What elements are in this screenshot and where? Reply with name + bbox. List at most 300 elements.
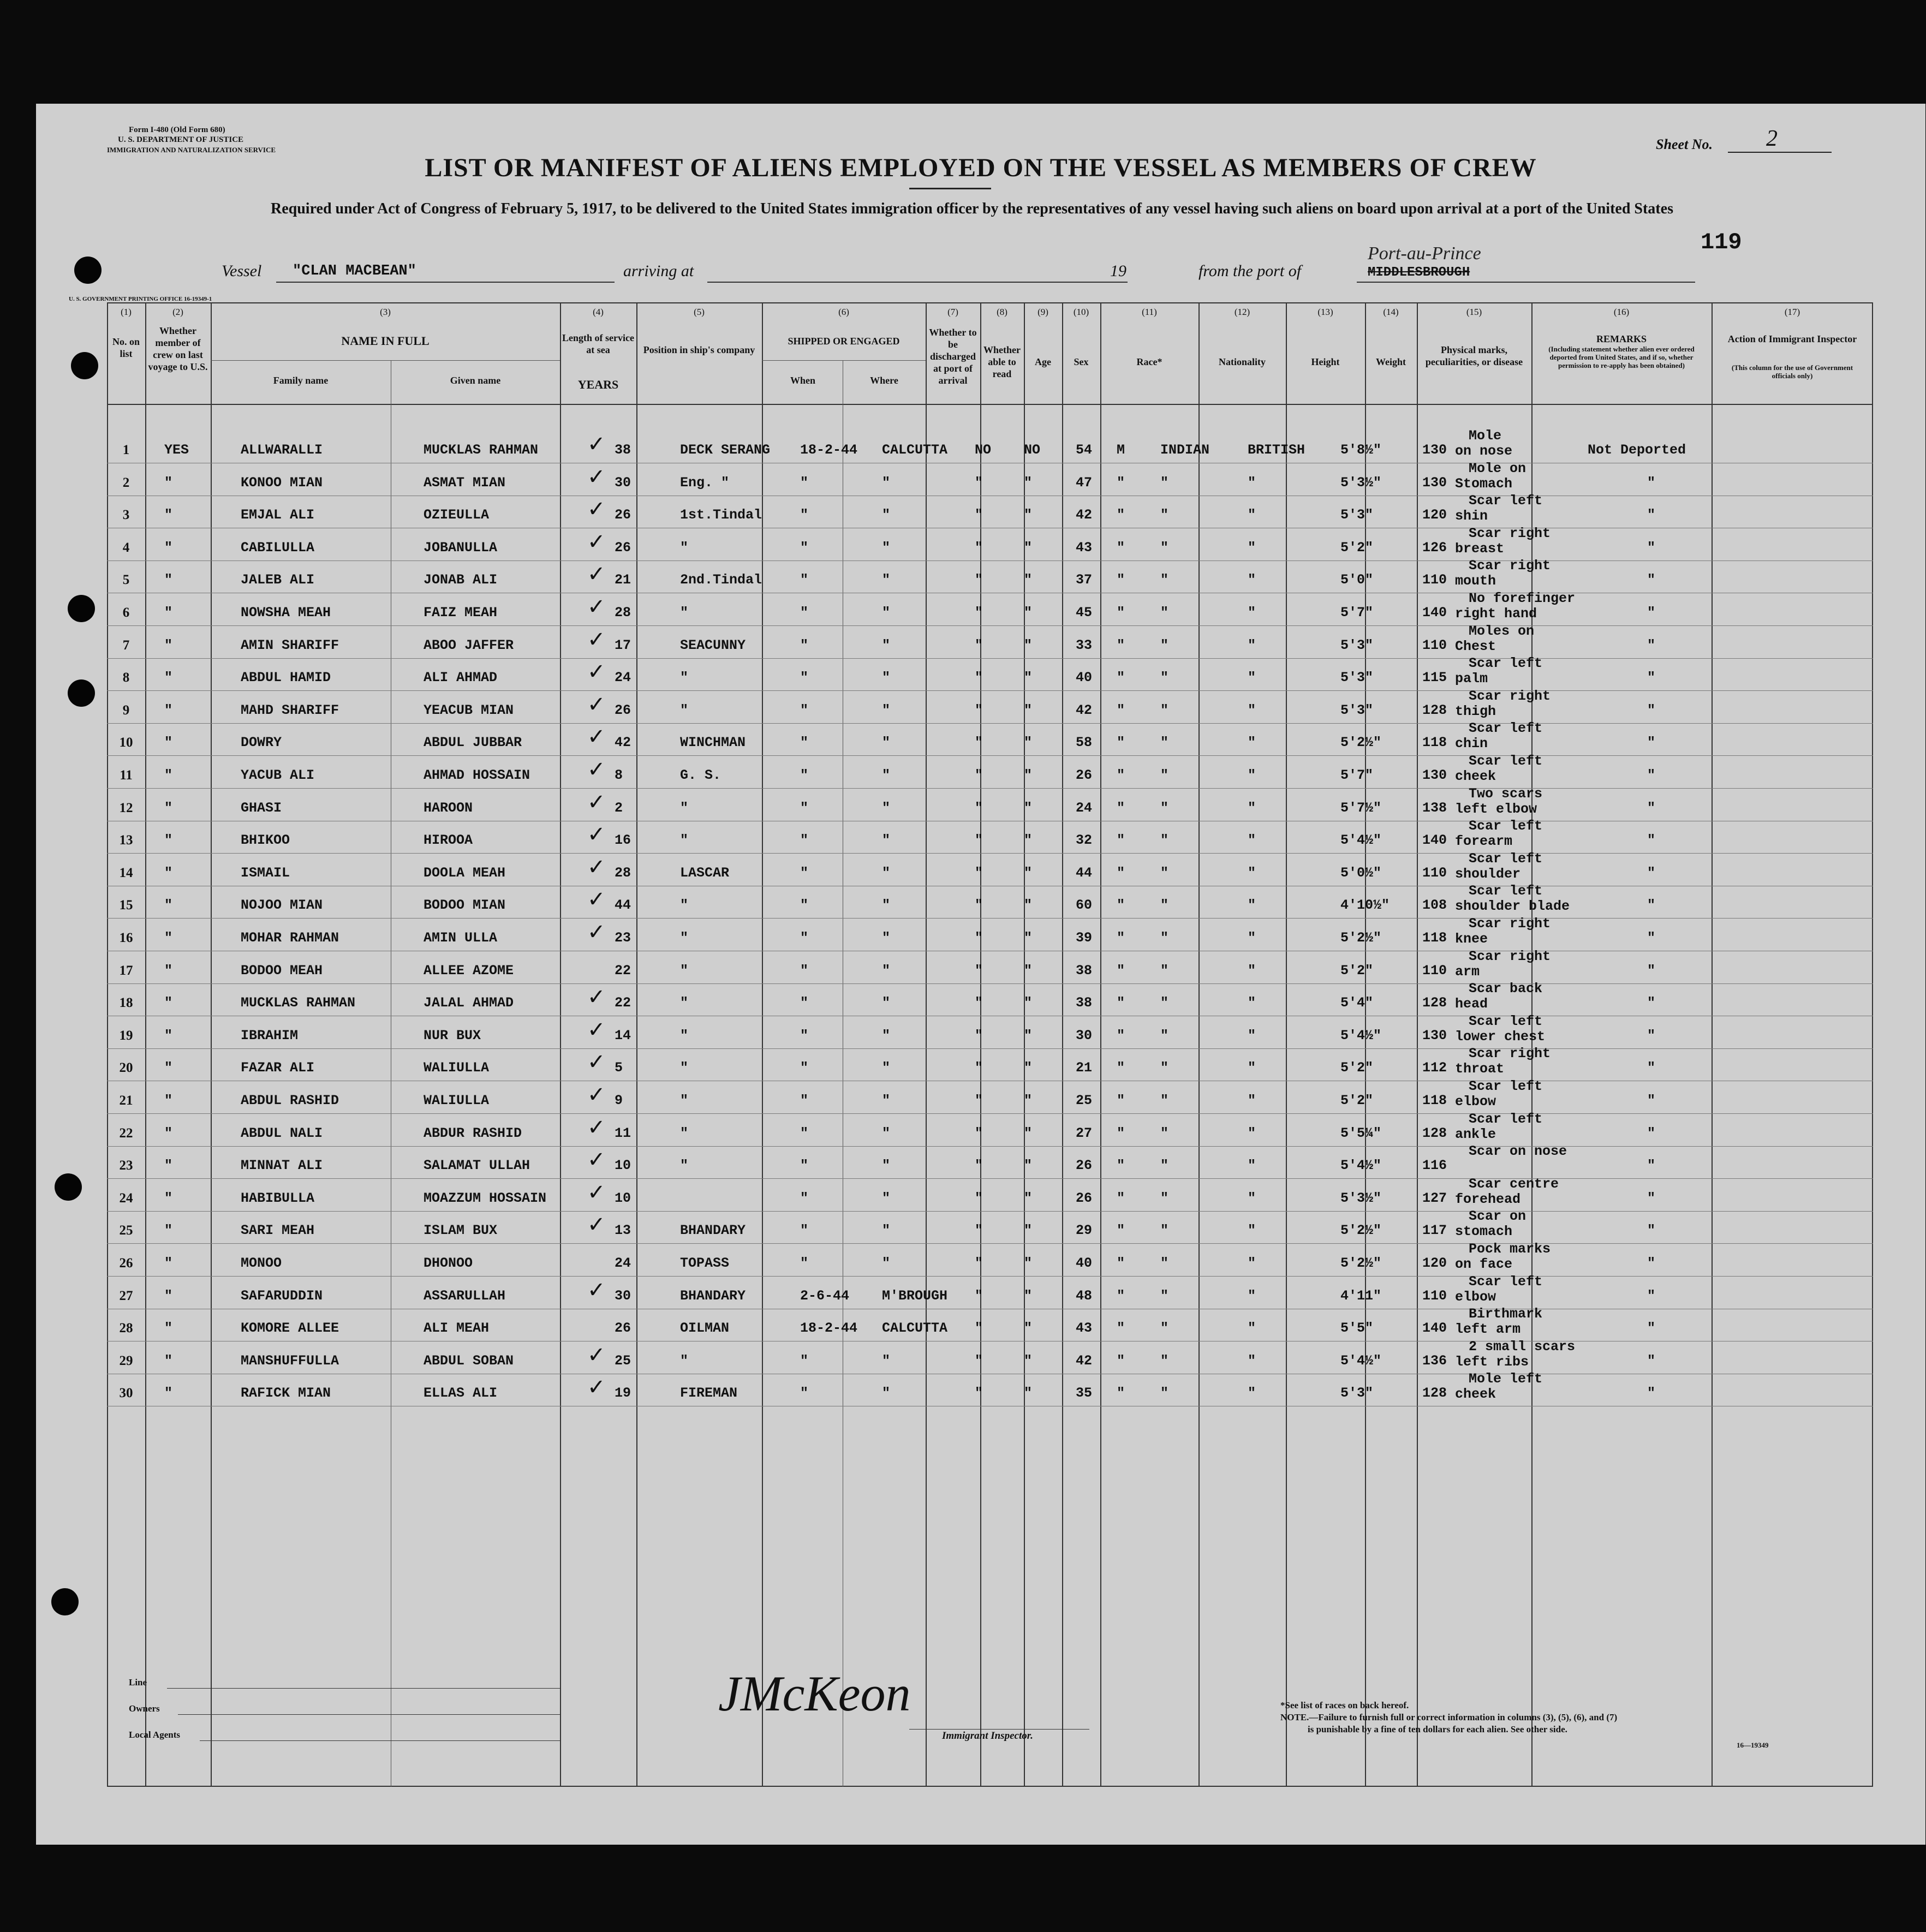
hdr-age: Age xyxy=(1035,356,1051,367)
row-3-given: OZIEULLA xyxy=(424,507,490,523)
row-28-disch: " xyxy=(975,1320,983,1337)
row-20-given: WALIULLA xyxy=(424,1060,490,1076)
row-20-no: 20 xyxy=(119,1060,133,1076)
colnum-11: (11) xyxy=(1142,307,1157,317)
row-12-weight: 138 xyxy=(1422,800,1447,816)
row-2-position: Eng. " xyxy=(680,474,730,491)
row-29-prev: " xyxy=(164,1352,173,1369)
row-5-marks-line2: mouth xyxy=(1455,573,1496,589)
row-30-prev: " xyxy=(164,1385,173,1402)
row-17-age: 38 xyxy=(1076,962,1093,979)
row-25-nat: " xyxy=(1248,1223,1256,1239)
row-5-weight: 110 xyxy=(1422,572,1447,588)
row-4-prev: " xyxy=(164,539,173,556)
row-25-age: 29 xyxy=(1076,1223,1093,1239)
row-10-remarks: " xyxy=(1647,735,1656,751)
row-3-when: " xyxy=(800,507,809,523)
punch-hole xyxy=(68,595,95,622)
row-8-position: " xyxy=(680,670,689,686)
row-20-when: " xyxy=(800,1060,809,1076)
row-14-service: 28 xyxy=(615,864,631,881)
row-19-sex: " xyxy=(1117,1027,1125,1043)
hdr-length-service: Length of service at sea xyxy=(562,332,634,355)
row-18-remarks: " xyxy=(1647,995,1656,1011)
row-27-marks-line2: elbow xyxy=(1455,1289,1496,1305)
row-21-remarks: " xyxy=(1647,1093,1656,1108)
row-21-race: " xyxy=(1160,1093,1169,1108)
row-1-weight: 130 xyxy=(1422,442,1447,458)
row-8-nat: " xyxy=(1248,670,1256,686)
row-25-service: 13 xyxy=(615,1223,631,1239)
hdr-physical-marks: Physical marks, peculiarities, or disease xyxy=(1425,344,1523,367)
row-17-where: " xyxy=(882,962,891,979)
row-16-disch: " xyxy=(975,930,983,946)
row-17-position: " xyxy=(680,962,689,979)
colnum-7: (7) xyxy=(947,307,958,317)
colnum-5: (5) xyxy=(694,307,705,317)
row-2-remarks: " xyxy=(1647,474,1656,491)
col-line xyxy=(980,302,981,1787)
row-27-nat: " xyxy=(1248,1287,1256,1304)
row-18-check: ✓ xyxy=(587,985,606,1010)
row-14-height: 5'0½" xyxy=(1340,864,1382,881)
row-25-marks-line2: stomach xyxy=(1455,1224,1513,1240)
row-2-age: 47 xyxy=(1076,474,1093,491)
row-14-nat: " xyxy=(1248,864,1256,881)
hdr-no-on-list: No. on list xyxy=(112,336,140,359)
row-20-nat: " xyxy=(1248,1060,1256,1076)
row-9-position: " xyxy=(680,702,689,718)
row-25-race: " xyxy=(1160,1223,1169,1239)
row-22-family: ABDUL NALI xyxy=(241,1125,323,1141)
row-21-where: " xyxy=(882,1093,891,1108)
row-7-position: SEACUNNY xyxy=(680,637,746,653)
sheet-number: 2 xyxy=(1766,126,1778,151)
row-29-height: 5'4½" xyxy=(1340,1352,1382,1369)
row-16-service: 23 xyxy=(615,930,631,946)
row-16-marks-line1: Scar right xyxy=(1469,916,1551,932)
row-16-no: 16 xyxy=(119,931,133,945)
row-7-disch: " xyxy=(975,637,983,653)
row-21-given: WALIULLA xyxy=(424,1093,490,1108)
row-3-weight: 120 xyxy=(1422,507,1447,523)
hdr-race: Race* xyxy=(1136,356,1162,367)
row-25-where: " xyxy=(882,1223,891,1239)
row-15-remarks: " xyxy=(1647,897,1656,914)
punch-hole xyxy=(55,1173,82,1201)
row-22-marks-line2: ankle xyxy=(1455,1126,1496,1142)
row-18-prev: " xyxy=(164,995,173,1011)
row-22-height: 5'5¼" xyxy=(1340,1125,1382,1141)
row-17-nat: " xyxy=(1248,962,1256,979)
port-underline xyxy=(1357,282,1695,283)
row-24-read: " xyxy=(1024,1190,1033,1206)
row-22-race: " xyxy=(1160,1125,1169,1141)
row-16-race: " xyxy=(1160,930,1169,946)
row-10-no: 10 xyxy=(119,735,133,750)
row-5-position: 2nd.Tindal xyxy=(680,572,762,588)
row-12-nat: " xyxy=(1248,800,1256,816)
row-2-marks-line1: Mole on xyxy=(1469,460,1527,476)
row-22-position: " xyxy=(680,1125,689,1141)
row-13-family: BHIKOO xyxy=(241,832,290,849)
row-14-marks-line1: Scar left xyxy=(1469,850,1543,867)
row-17-marks-line2: arm xyxy=(1455,963,1480,980)
row-19-weight: 130 xyxy=(1422,1027,1447,1043)
row-1-given: MUCKLAS RAHMAN xyxy=(424,442,539,458)
row-8-prev: " xyxy=(164,670,173,686)
colnum-14: (14) xyxy=(1383,307,1399,317)
row-4-height: 5'2" xyxy=(1340,539,1374,556)
row-14-check: ✓ xyxy=(587,854,606,880)
row-24-given: MOAZZUM HOSSAIN xyxy=(424,1190,547,1206)
sheet-label: Sheet No. xyxy=(1656,136,1713,152)
row-rule xyxy=(107,1113,1873,1114)
year-label: 19 xyxy=(1110,262,1126,280)
row-10-where: " xyxy=(882,735,891,751)
row-6-when: " xyxy=(800,605,809,621)
row-29-disch: " xyxy=(975,1352,983,1369)
row-13-position: " xyxy=(680,832,689,849)
row-10-marks-line1: Scar left xyxy=(1469,720,1543,737)
row-4-given: JOBANULLA xyxy=(424,539,498,556)
row-15-no: 15 xyxy=(119,898,133,913)
row-30-race: " xyxy=(1160,1385,1169,1402)
port-handwritten: Port-au-Prince xyxy=(1368,243,1481,264)
row-17-sex: " xyxy=(1117,962,1125,979)
inspector-label: Immigrant Inspector. xyxy=(942,1730,1033,1742)
row-19-marks-line1: Scar left xyxy=(1469,1013,1543,1029)
row-11-race: " xyxy=(1160,767,1169,783)
row-27-when: 2-6-44 xyxy=(800,1287,850,1304)
row-8-read: " xyxy=(1024,670,1033,686)
row-17-height: 5'2" xyxy=(1340,962,1374,979)
row-9-disch: " xyxy=(975,702,983,718)
row-25-no: 25 xyxy=(119,1223,133,1238)
col-line xyxy=(1712,302,1713,1787)
row-23-remarks: " xyxy=(1647,1158,1656,1174)
row-7-sex: " xyxy=(1117,637,1125,653)
row-27-read: " xyxy=(1024,1287,1033,1304)
row-24-disch: " xyxy=(975,1190,983,1206)
row-17-service: 22 xyxy=(615,962,631,979)
hdr-prev-voyage: Whether member of crew on last voyage to U.S. xyxy=(148,325,208,372)
punch-hole xyxy=(74,257,102,284)
arriving-label: arriving at xyxy=(623,262,694,280)
row-16-where: " xyxy=(882,930,891,946)
row-11-given: AHMAD HOSSAIN xyxy=(424,767,530,783)
row-rule xyxy=(107,755,1873,756)
row-2-prev: " xyxy=(164,474,173,491)
row-20-weight: 112 xyxy=(1422,1060,1447,1076)
row-23-when: " xyxy=(800,1158,809,1174)
row-7-prev: " xyxy=(164,637,173,653)
row-24-height: 5'3½" xyxy=(1340,1190,1382,1206)
row-3-nat: " xyxy=(1248,507,1256,523)
printing-note: U. S. GOVERNMENT PRINTING OFFICE 16-19349-1 xyxy=(69,296,212,302)
row-5-family: JALEB ALI xyxy=(241,572,315,588)
row-17-when: " xyxy=(800,962,809,979)
row-17-family: BODOO MEAH xyxy=(241,962,323,979)
row-4-age: 43 xyxy=(1076,539,1093,556)
row-3-prev: " xyxy=(164,507,173,523)
row-23-prev: " xyxy=(164,1158,173,1174)
row-26-no: 26 xyxy=(119,1256,133,1271)
col-line xyxy=(1417,302,1418,1787)
row-3-race: " xyxy=(1160,507,1169,523)
row-6-check: ✓ xyxy=(587,594,606,619)
row-4-sex: " xyxy=(1117,539,1125,556)
row-28-race: " xyxy=(1160,1320,1169,1337)
row-7-read: " xyxy=(1024,637,1033,653)
footer-owners-rule xyxy=(178,1714,560,1715)
row-1-no: 1 xyxy=(122,443,130,457)
row-rule xyxy=(107,1048,1873,1049)
row-11-no: 11 xyxy=(120,768,133,783)
row-9-check: ✓ xyxy=(587,691,606,717)
row-5-marks-line1: Scar right xyxy=(1469,558,1551,574)
row-7-nat: " xyxy=(1248,637,1256,653)
row-26-marks-line2: on face xyxy=(1455,1256,1513,1272)
row-19-no: 19 xyxy=(119,1028,133,1043)
row-24-marks-line2: forehead xyxy=(1455,1191,1521,1207)
row-8-service: 24 xyxy=(615,670,631,686)
row-20-marks-line1: Scar right xyxy=(1469,1046,1551,1062)
row-8-remarks: " xyxy=(1647,670,1656,686)
row-24-prev: " xyxy=(164,1190,173,1206)
row-23-marks-line1: Scar on nose xyxy=(1469,1143,1567,1160)
row-3-sex: " xyxy=(1117,507,1125,523)
row-25-family: SARI MEAH xyxy=(241,1223,315,1239)
row-23-where: " xyxy=(882,1158,891,1174)
col-line xyxy=(211,302,212,1787)
hdr-shipped: SHIPPED OR ENGAGED xyxy=(788,336,900,347)
row-1-service: 38 xyxy=(615,442,631,458)
row-13-no: 13 xyxy=(119,833,133,848)
row-7-where: " xyxy=(882,637,891,653)
row-rule xyxy=(107,690,1873,691)
row-16-family: MOHAR RAHMAN xyxy=(241,930,339,946)
hdr-remarks: REMARKS xyxy=(1596,333,1647,344)
row-2-family: KONOO MIAN xyxy=(241,474,323,491)
row-30-marks-line2: cheek xyxy=(1455,1386,1496,1403)
row-3-marks-line1: Scar left xyxy=(1469,493,1543,509)
row-15-position: " xyxy=(680,897,689,914)
col-line xyxy=(1286,302,1287,1787)
colnum-10: (10) xyxy=(1073,307,1089,317)
col-line xyxy=(1365,302,1366,1787)
hdr-height: Height xyxy=(1311,356,1340,367)
row-28-marks-line1: Birthmark xyxy=(1469,1306,1543,1322)
row-7-check: ✓ xyxy=(587,627,606,652)
row-19-family: IBRAHIM xyxy=(241,1027,299,1043)
row-19-where: " xyxy=(882,1027,891,1043)
row-25-when: " xyxy=(800,1223,809,1239)
row-15-read: " xyxy=(1024,897,1033,914)
row-14-position: LASCAR xyxy=(680,864,730,881)
row-13-when: " xyxy=(800,832,809,849)
row-30-age: 35 xyxy=(1076,1385,1093,1402)
row-12-marks-line1: Two scars xyxy=(1469,785,1543,802)
row-12-check: ✓ xyxy=(587,789,606,815)
row-6-weight: 140 xyxy=(1422,605,1447,621)
col-line xyxy=(762,302,763,1787)
row-30-when: " xyxy=(800,1385,809,1402)
row-14-race: " xyxy=(1160,864,1169,881)
row-7-no: 7 xyxy=(122,637,130,653)
row-5-nat: " xyxy=(1248,572,1256,588)
row-8-where: " xyxy=(882,670,891,686)
row-8-age: 40 xyxy=(1076,670,1093,686)
row-30-nat: " xyxy=(1248,1385,1256,1402)
row-15-height: 4'10½" xyxy=(1340,897,1390,914)
row-18-age: 38 xyxy=(1076,995,1093,1011)
row-2-service: 30 xyxy=(615,474,631,491)
row-10-sex: " xyxy=(1117,735,1125,751)
row-15-when: " xyxy=(800,897,809,914)
row-16-remarks: " xyxy=(1647,930,1656,946)
hdr-name-in-full: NAME IN FULL xyxy=(341,334,430,348)
row-8-no: 8 xyxy=(122,670,130,685)
row-8-sex: " xyxy=(1117,670,1125,686)
row-30-remarks: " xyxy=(1647,1385,1656,1402)
row-24-marks-line1: Scar centre xyxy=(1469,1176,1559,1192)
row-28-remarks: " xyxy=(1647,1320,1656,1337)
row-26-position: TOPASS xyxy=(680,1255,730,1271)
row-2-read: " xyxy=(1024,474,1033,491)
row-1-sex: M xyxy=(1117,442,1125,458)
row-20-height: 5'2" xyxy=(1340,1060,1374,1076)
row-5-check: ✓ xyxy=(587,562,606,587)
row-29-nat: " xyxy=(1248,1352,1256,1369)
arriving-underline xyxy=(707,282,1128,283)
row-13-age: 32 xyxy=(1076,832,1093,849)
row-1-disch: NO xyxy=(975,442,992,458)
row-8-family: ABDUL HAMID xyxy=(241,670,331,686)
footer-owners-label: Owners xyxy=(129,1703,160,1714)
row-30-check: ✓ xyxy=(587,1375,606,1400)
row-27-given: ASSARULLAH xyxy=(424,1287,506,1304)
row-15-family: NOJOO MIAN xyxy=(241,897,323,914)
row-23-race: " xyxy=(1160,1158,1169,1174)
row-16-given: AMIN ULLA xyxy=(424,930,498,946)
row-15-weight: 108 xyxy=(1422,897,1447,914)
row-6-race: " xyxy=(1160,605,1169,621)
row-9-read: " xyxy=(1024,702,1033,718)
row-13-race: " xyxy=(1160,832,1169,849)
row-9-sex: " xyxy=(1117,702,1125,718)
row-12-marks-line2: left elbow xyxy=(1455,801,1537,817)
row-7-marks-line2: Chest xyxy=(1455,638,1496,654)
row-6-read: " xyxy=(1024,605,1033,621)
row-16-prev: " xyxy=(164,930,173,946)
row-17-prev: " xyxy=(164,962,173,979)
row-10-disch: " xyxy=(975,735,983,751)
row-19-when: " xyxy=(800,1027,809,1043)
row-5-prev: " xyxy=(164,572,173,588)
row-26-when: " xyxy=(800,1255,809,1271)
row-13-disch: " xyxy=(975,832,983,849)
row-21-disch: " xyxy=(975,1093,983,1108)
row-10-position: WINCHMAN xyxy=(680,735,746,751)
row-17-race: " xyxy=(1160,962,1169,979)
row-8-disch: " xyxy=(975,670,983,686)
row-15-sex: " xyxy=(1117,897,1125,914)
row-23-nat: " xyxy=(1248,1158,1256,1174)
row-28-given: ALI MEAH xyxy=(424,1320,490,1337)
row-4-service: 26 xyxy=(615,539,631,556)
row-28-sex: " xyxy=(1117,1320,1125,1337)
row-27-age: 48 xyxy=(1076,1287,1093,1304)
row-24-race: " xyxy=(1160,1190,1169,1206)
row-19-service: 14 xyxy=(615,1027,631,1043)
row-27-sex: " xyxy=(1117,1287,1125,1304)
row-6-nat: " xyxy=(1248,605,1256,621)
row-25-weight: 117 xyxy=(1422,1223,1447,1239)
row-10-service: 42 xyxy=(615,735,631,751)
row-12-disch: " xyxy=(975,800,983,816)
row-11-age: 26 xyxy=(1076,767,1093,783)
row-25-remarks: " xyxy=(1647,1223,1656,1239)
row-10-prev: " xyxy=(164,735,173,751)
row-22-sex: " xyxy=(1117,1125,1125,1141)
row-15-check: ✓ xyxy=(587,887,606,913)
row-21-prev: " xyxy=(164,1093,173,1108)
footer-note-2: NOTE.—Failure to furnish full or correct information in columns (3), (5), (6), and (7) xyxy=(1280,1712,1618,1722)
row-11-sex: " xyxy=(1117,767,1125,783)
page-title: LIST OR MANIFEST OF ALIENS EMPLOYED ON THE VESSEL AS MEMBERS OF CREW xyxy=(425,153,1537,182)
row-11-when: " xyxy=(800,767,809,783)
row-14-given: DOOLA MEAH xyxy=(424,864,506,881)
row-1-check: ✓ xyxy=(587,432,606,457)
row-27-service: 30 xyxy=(615,1287,631,1304)
row-7-family: AMIN SHARIFF xyxy=(241,637,339,653)
row-11-where: " xyxy=(882,767,891,783)
row-7-when: " xyxy=(800,637,809,653)
row-10-family: DOWRY xyxy=(241,735,282,751)
row-4-marks-line2: breast xyxy=(1455,540,1505,557)
row-8-race: " xyxy=(1160,670,1169,686)
row-14-family: ISMAIL xyxy=(241,864,290,881)
row-11-check: ✓ xyxy=(587,757,606,782)
row-28-height: 5'5" xyxy=(1340,1320,1374,1337)
row-26-nat: " xyxy=(1248,1255,1256,1271)
row-23-disch: " xyxy=(975,1158,983,1174)
header-divider xyxy=(107,404,1873,405)
row-26-prev: " xyxy=(164,1255,173,1271)
row-29-service: 25 xyxy=(615,1352,631,1369)
row-12-age: 24 xyxy=(1076,800,1093,816)
row-13-service: 16 xyxy=(615,832,631,849)
row-11-nat: " xyxy=(1248,767,1256,783)
row-19-position: " xyxy=(680,1027,689,1043)
row-29-sex: " xyxy=(1117,1352,1125,1369)
row-13-height: 5'4½" xyxy=(1340,832,1382,849)
row-24-where: " xyxy=(882,1190,891,1206)
row-28-marks-line2: left arm xyxy=(1455,1321,1521,1338)
row-11-weight: 130 xyxy=(1422,767,1447,783)
row-6-service: 28 xyxy=(615,605,631,621)
row-21-marks-line2: elbow xyxy=(1455,1094,1496,1110)
row-18-weight: 128 xyxy=(1422,995,1447,1011)
row-2-height: 5'3½" xyxy=(1340,474,1382,491)
row-12-family: GHASI xyxy=(241,800,282,816)
row-24-sex: " xyxy=(1117,1190,1125,1206)
row-25-given: ISLAM BUX xyxy=(424,1223,498,1239)
row-9-marks-line1: Scar right xyxy=(1469,688,1551,704)
row-19-prev: " xyxy=(164,1027,173,1043)
row-28-service: 26 xyxy=(615,1320,631,1337)
